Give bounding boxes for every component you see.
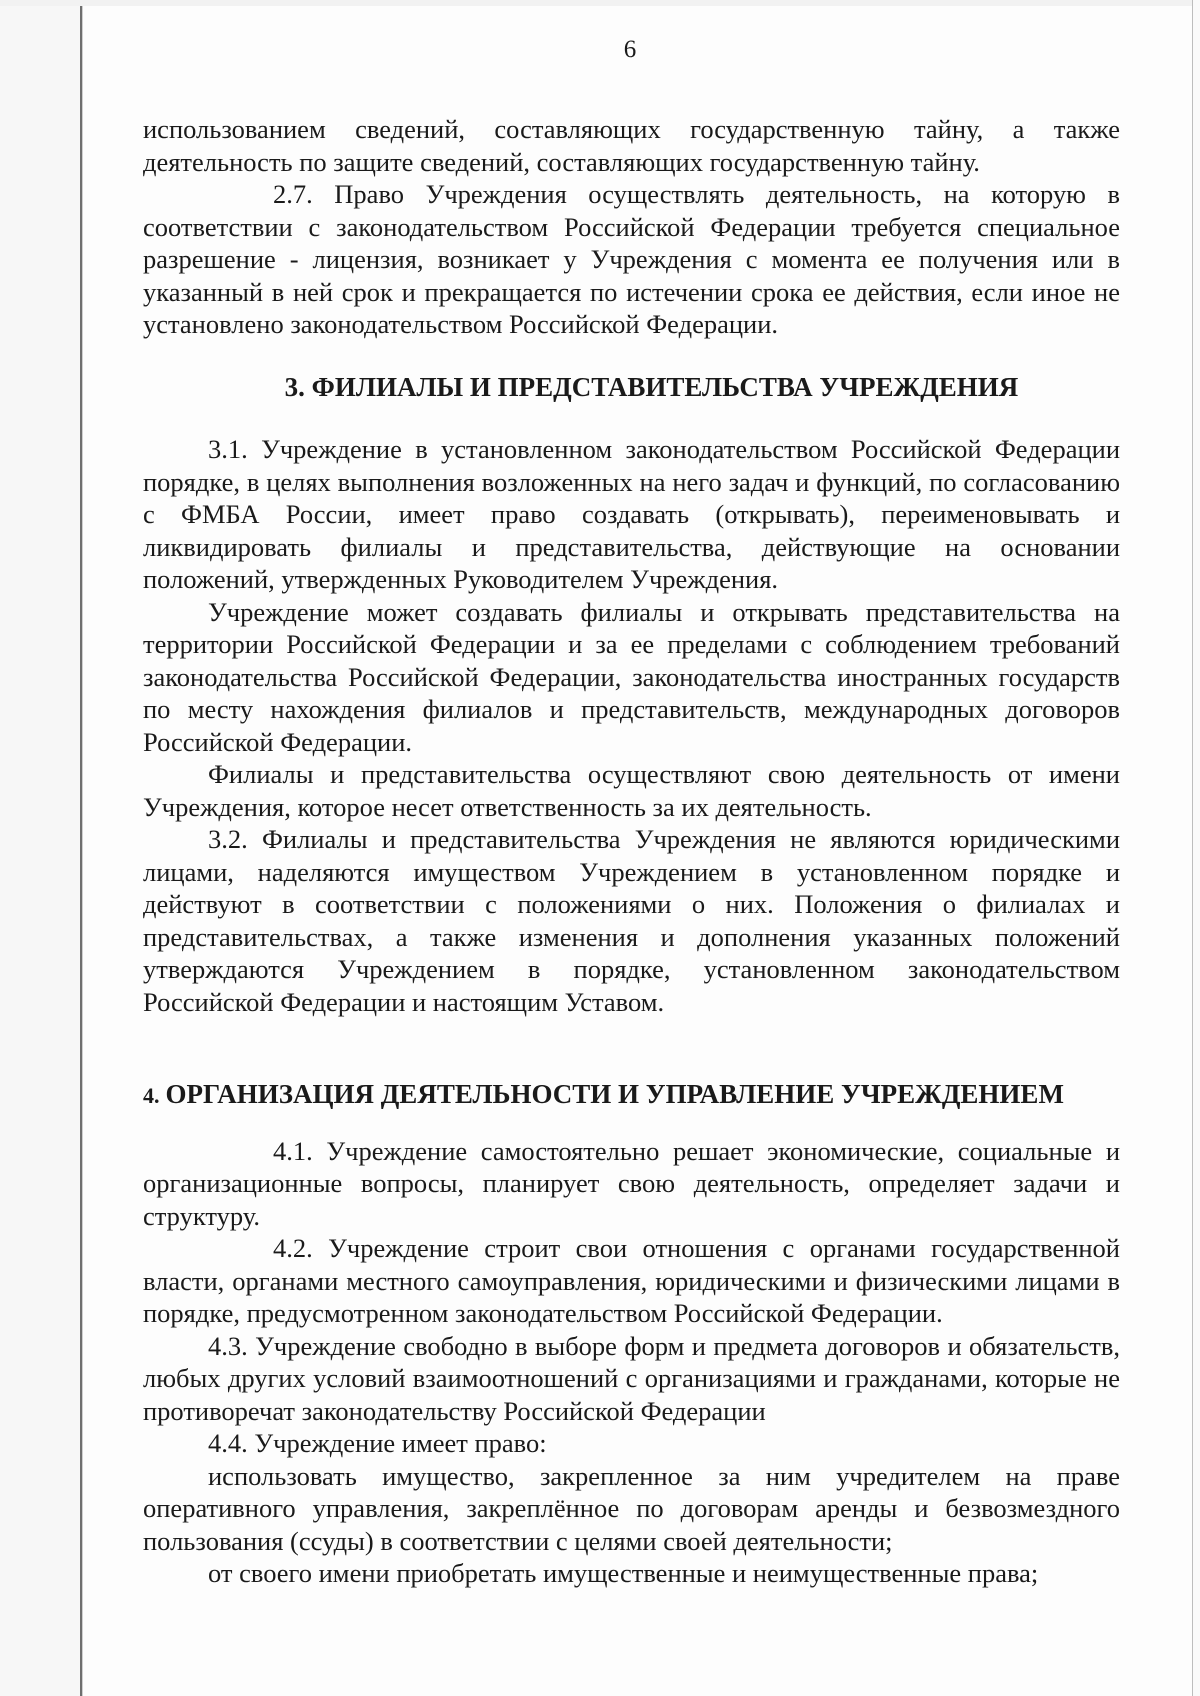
clause-3-2 — [143, 823, 1120, 1018]
clause-2-7 — [143, 178, 1120, 341]
section-heading-3: 3. ФИЛИАЛЫ И ПРЕДСТАВИТЕЛЬСТВА УЧРЕЖДЕНИЯ — [284, 371, 1019, 402]
section-heading-text: ОРГАНИЗАЦИЯ ДЕЯТЕЛЬНОСТИ И УПРАВЛЕНИЕ УЧРЕЖДЕНИЕМ — [165, 1079, 1064, 1109]
clause-text: Филиалы и представительства Учреждения не являются юридическими лицами, наделяются имуществом Учреждением в установленном порядке и действуют в соответствии с положениями о них. Положения о филиалах и представительствах, а также изменения и дополнения указанных положений утверждаются Учреждением в порядке, установленном законодательством Российской Федерации и настоящим Уставом. — [143, 824, 1120, 1017]
clause-number: 3.2. — [208, 824, 248, 854]
clause-4-1 — [143, 1135, 1120, 1233]
clause-4-3 — [143, 1330, 1120, 1428]
paragraph-4-4a: использовать имущество, закрепленное за ним учредителем на праве оперативного управления, закреплённое по договорам аренды и безвозмездного пользования (ссуды) в соответствии с целями своей деятельности; — [143, 1460, 1120, 1556]
clause-4-2 — [143, 1232, 1120, 1330]
clause-number: 3.1. — [208, 434, 248, 464]
clause-4-4 — [143, 1427, 1120, 1460]
paragraph-4-4b: от своего имени приобретать имущественные и неимущественные права; — [208, 1558, 1039, 1588]
clause-number: 2.7. — [273, 179, 313, 209]
page-number: 6 — [623, 36, 637, 63]
section-heading-4 — [143, 1078, 1120, 1113]
clause-text: Учреждение самостоятельно решает экономические, социальные и организационные вопросы, планирует свою деятельность, определяет задачи и структуру. — [143, 1135, 1121, 1231]
clause-number: 4.3. — [208, 1330, 248, 1361]
clause-text: Учреждение имеет право: — [254, 1428, 547, 1458]
clause-text: Учреждение свободно в выборе форм и предмета договоров и обязательств, любых других условий взаимоотношений с организациями и гражданами, которые не противоречат законодательству Российской Федерации — [143, 1330, 1120, 1426]
section-heading-number: 4. — [143, 1083, 160, 1108]
clause-text: Учреждение в установленном законодательством Российской Федерации порядке, в целях выполнения возложенных на него задач и функций, по согласованию с ФМБА России, имеет право создавать (открывать), переименовывать и ликвидировать филиалы и представительства, действующие на основании положений, утвержденных Руководителем Учреждения. — [143, 434, 1121, 594]
clause-number: 4.2. — [273, 1233, 313, 1263]
paragraph-3-1b: Учреждение может создавать филиалы и открывать представительства на территории Российской Федерации и за ее пределами с соблюдением требований законодательства Российской Федерации, законодательства иностранных государств по месту нахождения филиалов и представительств, международных договоров Российской Федерации. — [143, 596, 1120, 757]
clause-number: 4.4. — [208, 1428, 248, 1458]
scan-left-margin — [0, 6, 80, 1696]
document-body — [143, 113, 1120, 1590]
clause-3-1 — [143, 433, 1120, 596]
page-right-edge — [1192, 0, 1200, 1696]
clause-text: Право Учреждения осуществлять деятельность, на которую в соответствии с законодательством Российской Федерации требуется специальное разрешение - лицензия, возникает у Учреждения с момента ее получения или в указанный в ней срок и прекращается по истечении срока ее действия, если иное не установлено законодательством Российской Федерации. — [143, 179, 1120, 339]
paragraph-continued: использованием сведений, составляющих государственную тайну, а также деятельность по защите сведений, составляющих государственную тайну. — [143, 114, 1120, 177]
clause-number: 4.1. — [273, 1135, 313, 1166]
paragraph-3-1c: Филиалы и представительства осуществляют свою деятельность от имени Учреждения, которое несет ответственность за их деятельность. — [143, 759, 1120, 822]
clause-text: Учреждение строит свои отношения с органами государственной власти, органами местного самоуправления, юридическими и физическими лицами в порядке, предусмотренном законодательством Российской Федерации. — [143, 1233, 1120, 1328]
